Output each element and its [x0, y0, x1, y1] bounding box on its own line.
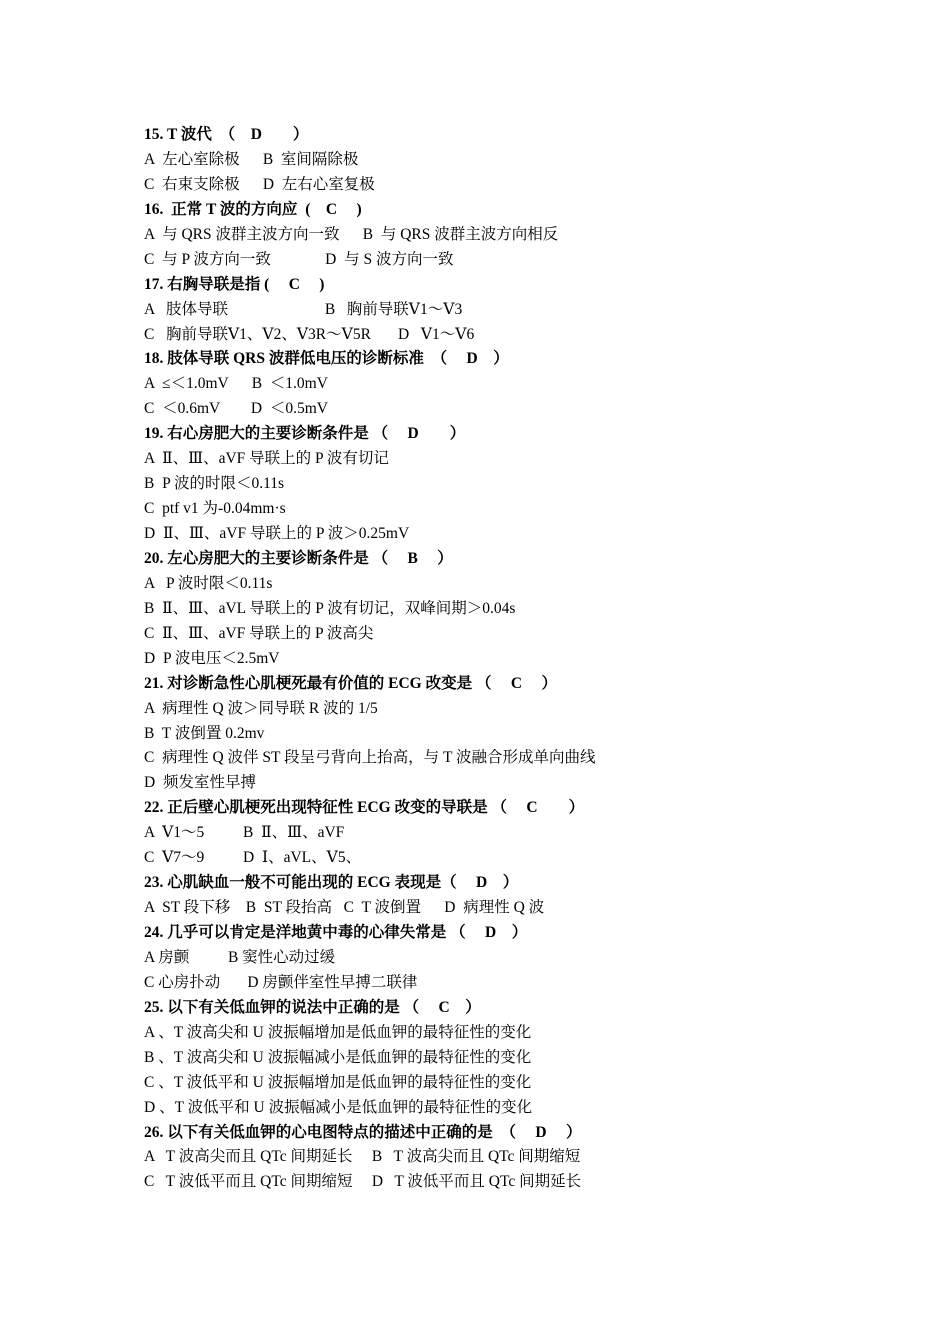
option-line: A 肢体导联 B 胸前导联Ⅴ1～Ⅴ3 — [144, 300, 463, 318]
option-line: A ST 段下移 B ST 段抬高 C T 波倒置 D 病理性 Q 波 — [144, 899, 545, 917]
question-stem: T 波代 — [166, 126, 212, 143]
question-stem: 对诊断急性心肌梗死最有价值的 ECG 改变是 — [167, 674, 473, 692]
question-26: 26. 以下有关低血钾的心电图特点的描述中正确的是 （ D ） — [144, 1123, 582, 1141]
option-line: A 与 QRS 波群主波方向一致 B 与 QRS 波群主波方向相反 — [144, 225, 559, 243]
option-line: D 、T 波低平和 U 波振幅减小是低血钾的最特征性的变化 — [144, 1098, 533, 1116]
option-line: C ＜0.6mV D ＜0.5mV — [144, 400, 329, 418]
option-line: C T 波低平而且 QTc 间期缩短 D T 波低平而且 QTc 间期延长 — [144, 1173, 582, 1191]
question-number: 26. — [144, 1123, 164, 1141]
question-stem: 以下有关低血钾的说法中正确的是 — [167, 998, 400, 1016]
option-line: C 与 P 波方向一致 D 与 S 波方向一致 — [144, 250, 454, 268]
option-line: B 、T 波高尖和 U 波振幅减小是低血钾的最特征性的变化 — [144, 1048, 532, 1066]
question-25: 25. 以下有关低血钾的说法中正确的是 （ C ） — [144, 998, 481, 1016]
answer: C — [325, 200, 338, 218]
answer: D — [250, 126, 262, 143]
option-line: D Ⅱ、Ⅲ、aVF 导联上的 P 波＞0.25mV — [144, 525, 410, 542]
question-22: 22. 正后壁心肌梗死出现特征性 ECG 改变的导联是 （ C ） — [144, 799, 585, 817]
option-line: C Ⅴ7～9 D Ⅰ、aVL、Ⅴ5、 — [144, 849, 362, 867]
question-16: 16. 正常 T 波的方向应 ( C ) — [144, 200, 362, 218]
answer: B — [407, 549, 418, 567]
question-stem: 右心房肥大的主要诊断条件是 — [167, 425, 369, 443]
option-line: C 、T 波低平和 U 波振幅增加是低血钾的最特征性的变化 — [144, 1073, 532, 1091]
question-stem: 右胸导联是指 — [167, 275, 261, 293]
option-line: A 病理性 Q 波＞同导联 R 波的 1/5 — [144, 699, 378, 717]
question-stem: 肢体导联 QRS 波群低电压的诊断标准 — [167, 350, 424, 368]
option-line: B Ⅱ、Ⅲ、aVL 导联上的 P 波有切记，双峰间期＞0.04s — [144, 599, 516, 617]
answer: C — [526, 799, 538, 817]
option-line: A ≤＜1.0mV B ＜1.0mV — [144, 375, 328, 393]
question-number: 19. — [144, 425, 164, 443]
question-number: 24. — [144, 924, 164, 941]
question-21: 21. 对诊断急性心肌梗死最有价值的 ECG 改变是 （ C ） — [144, 674, 557, 692]
option-line: C 心房扑动 D 房颤伴室性早搏二联律 — [144, 973, 418, 991]
answer: C — [288, 275, 300, 293]
option-line: C ptf v1 为-0.04mm·s — [144, 500, 286, 518]
answer: D — [535, 1123, 547, 1141]
question-number: 17. — [144, 275, 164, 293]
option-line: A T 波高尖而且 QTc 间期延长 B T 波高尖而且 QTc 间期缩短 — [144, 1148, 581, 1166]
question-15: 15. T 波代 （ D ） — [144, 126, 309, 143]
question-23: 23. 心肌缺血一般不可能出现的 ECG 表现是（ D ） — [144, 874, 519, 892]
option-line: D 频发室性早搏 — [144, 774, 256, 792]
answer: C — [510, 674, 523, 692]
option-line: A 、T 波高尖和 U 波振幅增加是低血钾的最特征性的变化 — [144, 1023, 532, 1041]
answer: D — [475, 874, 488, 892]
question-number: 25. — [144, 998, 164, 1016]
option-line: B P 波的时限＜0.11s — [144, 475, 285, 493]
option-line: D P 波电压＜2.5mV — [144, 649, 280, 667]
question-19: 19. 右心房肥大的主要诊断条件是 （ D ） — [144, 425, 466, 443]
option-line: A Ⅴ1～5 B Ⅱ、Ⅲ、aVF — [144, 824, 345, 842]
option-line: A P 波时限＜0.11s — [144, 574, 273, 592]
option-line: A Ⅱ、Ⅲ、aVF 导联上的 P 波有切记 — [144, 450, 389, 468]
option-line: C 胸前导联Ⅴ1、Ⅴ2、Ⅴ3R～Ⅴ5R D Ⅴ1～Ⅴ6 — [144, 325, 475, 343]
question-18: 18. 肢体导联 QRS 波群低电压的诊断标准 （ D ） — [144, 350, 509, 368]
option-line: C Ⅱ、Ⅲ、aVF 导联上的 P 波高尖 — [144, 624, 374, 642]
question-24: 24. 几乎可以肯定是洋地黄中毒的心律失常是 （ D ） — [144, 924, 528, 941]
option-line: C 右束支除极 D 左右心室复极 — [144, 175, 375, 193]
option-line: B T 波倒置 0.2mv — [144, 724, 265, 742]
option-line: A 房颤 B 窦性心动过缓 — [144, 948, 336, 966]
answer: D — [485, 924, 497, 941]
question-stem: 正常 T 波的方向应 — [167, 200, 298, 218]
question-stem: 以下有关低血钾的心电图特点的描述中正确的是 — [167, 1123, 493, 1141]
question-number: 16. — [144, 200, 164, 218]
answer: C — [438, 998, 450, 1016]
question-number: 15. — [144, 126, 164, 143]
question-number: 23. — [144, 874, 164, 892]
option-line: C 病理性 Q 波伴 ST 段呈弓背向上抬高，与 T 波融合形成单向曲线 — [144, 749, 596, 767]
answer: D — [466, 350, 478, 368]
question-17: 17. 右胸导联是指 ( C ) — [144, 275, 325, 293]
question-stem: 正后壁心肌梗死出现特征性 ECG 改变的导联是 — [167, 799, 488, 817]
question-number: 21. — [144, 674, 164, 692]
option-line: A 左心室除极 B 室间隔除极 — [144, 150, 359, 168]
question-number: 22. — [144, 799, 164, 817]
question-20: 20. 左心房肥大的主要诊断条件是 （ B ） — [144, 549, 453, 567]
question-stem: 几乎可以肯定是洋地黄中毒的心律失常是 — [167, 924, 447, 941]
question-stem: 心肌缺血一般不可能出现的 ECG 表现是 — [167, 874, 442, 892]
question-number: 18. — [144, 350, 164, 368]
answer: D — [407, 425, 419, 443]
document-page — [144, 123, 864, 1195]
question-number: 20. — [144, 549, 164, 567]
question-stem: 左心房肥大的主要诊断条件是 — [167, 549, 369, 567]
